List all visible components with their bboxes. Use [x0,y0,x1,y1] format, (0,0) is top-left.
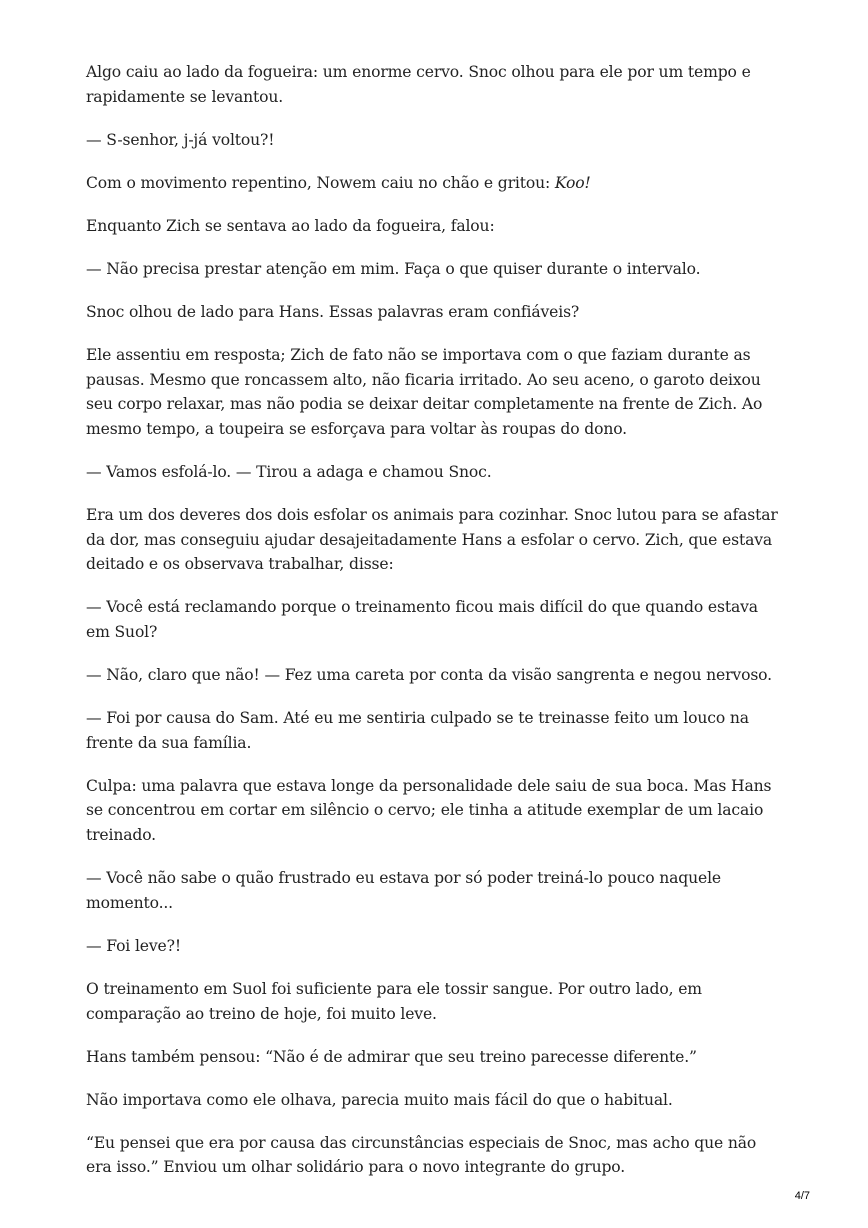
document-page [86,60,786,1199]
paragraph-14: — Você não sabe o quão frustrado eu estava por só poder treiná-lo pouco naquele momento... [86,869,722,912]
paragraph-13: Culpa: uma palavra que estava longe da personalidade dele saiu de sua boca. Mas Hans se concentrou em cortar em silêncio o cervo; ele tinha a atitude exemplar de um lacaio treinado. [86,776,772,845]
paragraph-11: — Não, claro que não! — Fez uma careta por conta da visão sangrenta e negou nervoso. [86,666,772,685]
paragraph-2: — S-senhor, j-já voltou?! [86,130,275,149]
paragraph-19: “Eu pensei que era por causa das circunstâncias especiais de Snoc, mas acho que não era isso.” Enviou um olhar solidário para o novo integrante do grupo. [86,1133,757,1177]
paragraph-12: — Foi por causa do Sam. Até eu me sentiria culpado se te treinasse feito um louco na frente da sua família. [86,709,749,752]
paragraph-3 [86,171,786,196]
paragraph-16: O treinamento em Suol foi suficiente para ele tossir sangue. Por outro lado, em comparação ao treino de hoje, foi muito leve. [86,979,702,1023]
paragraph-6: Snoc olhou de lado para Hans. Essas palavras eram confiáveis? [86,303,580,322]
paragraph-7: Ele assentiu em resposta; Zich de fato não se importava com o que faziam durante as pausas. Mesmo que roncassem alto, não ficaria irritado. Ao seu aceno, o garoto deixou seu corpo relaxar, mas não podia se deixar deitar completamente na frente de Zich. Ao mesmo tempo, a toupeira se esforçava para voltar às roupas do dono. [86,346,763,438]
paragraph-9: Era um dos deveres dos dois esfolar os animais para cozinhar. Snoc lutou para se afastar da dor, mas conseguiu ajudar desajeitadamente Hans a esfolar o cervo. Zich, que estava deitado e os observava trabalhar, disse: [86,506,778,574]
paragraph-5: — Não precisa prestar atenção em mim. Faça o que quiser durante o intervalo. [86,259,701,278]
paragraph-3-italic: Koo! [554,173,591,192]
paragraph-18: Não importava como ele olhava, parecia muito mais fácil do que o habitual. [86,1090,673,1109]
paragraph-4: Enquanto Zich se sentava ao lado da fogueira, falou: [86,216,495,235]
paragraph-10: — Você está reclamando porque o treinamento ficou mais difícil do que quando estava em Suol? [86,598,758,641]
paragraph-8: — Vamos esfolá-lo. — Tirou a adaga e chamou Snoc. [86,463,492,482]
paragraph-17: Hans também pensou: “Não é de admirar que seu treino parecesse diferente.” [86,1047,697,1066]
paragraph-15: — Foi leve?! [86,936,181,955]
paragraph-3-text: Com o movimento repentino, Nowem caiu no chão e gritou: [86,173,555,192]
paragraph-1: Algo caiu ao lado da fogueira: um enorme cervo. Snoc olhou para ele por um tempo e rapidamente se levantou. [86,63,751,106]
page-number: 4/7 [794,1190,810,1202]
